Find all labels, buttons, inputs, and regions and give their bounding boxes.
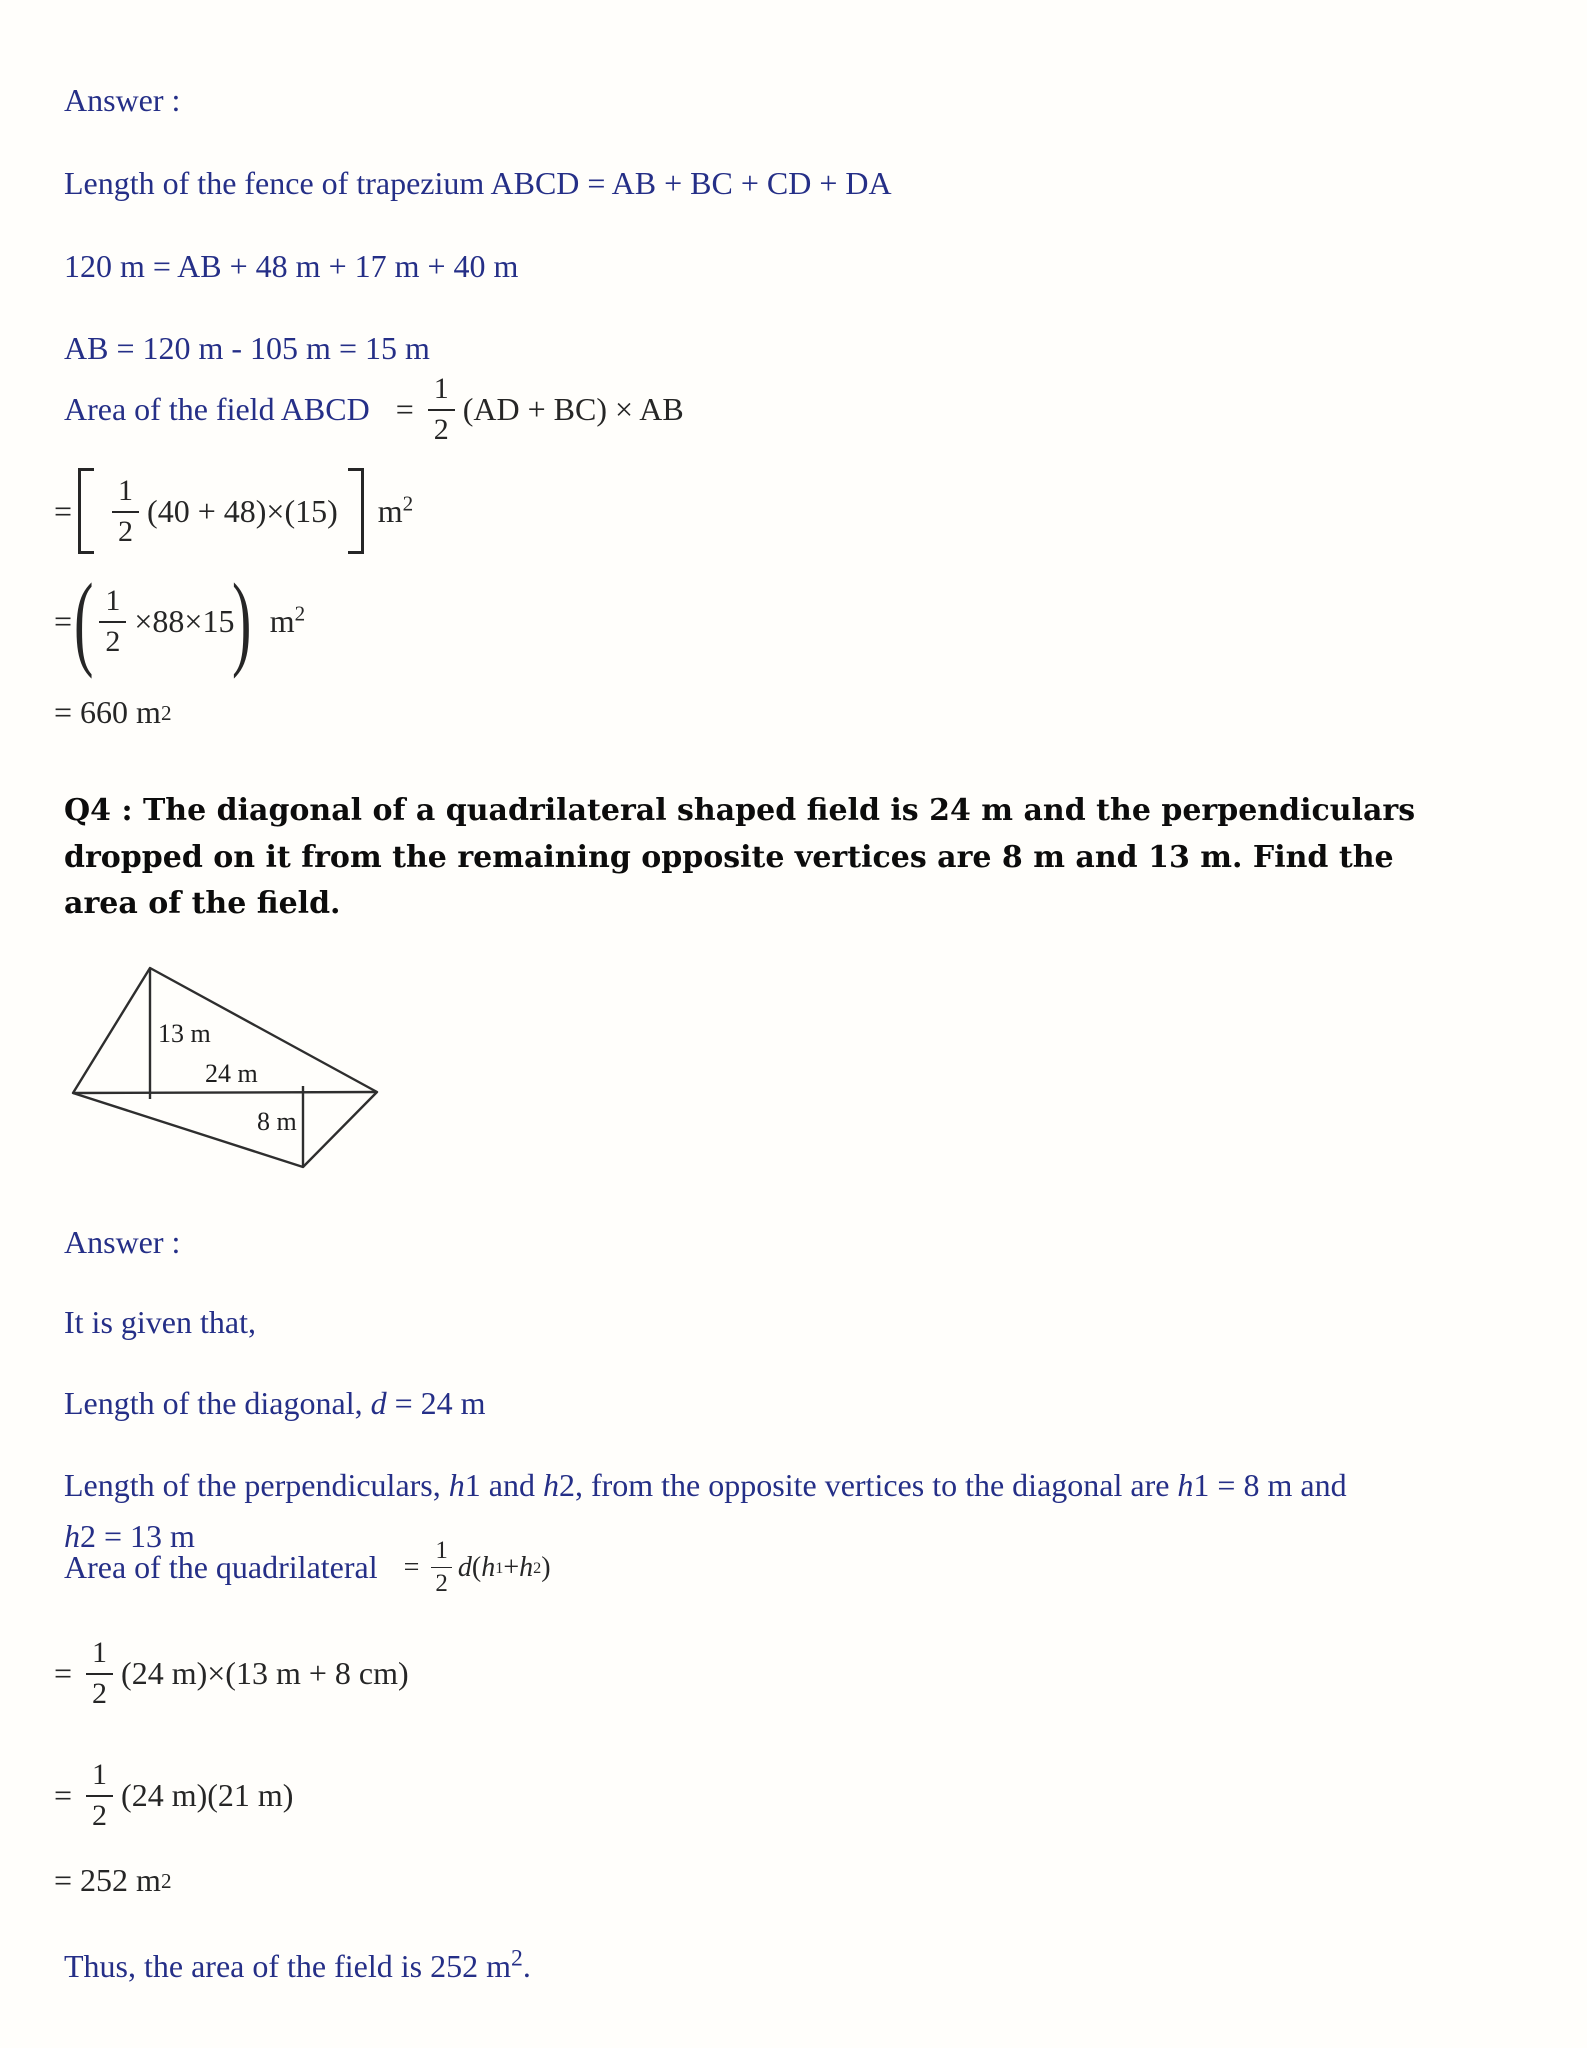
equation-step-24m-21m — [54, 1758, 293, 1832]
unit-m2: $m^2$ — [269, 600, 306, 639]
equals-sign: = — [54, 602, 73, 639]
var-h1: h — [448, 1467, 465, 1503]
equation-rest: (AD + BC) × AB — [462, 390, 684, 427]
figure-label-13m: 13 m — [158, 1019, 211, 1048]
equals-sign: = — [54, 1776, 73, 1813]
equation-step-24m-13m — [54, 1636, 409, 1710]
question-line-1: Q4 : The diagonal of a quadrilateral shaped field is 24 m and the perpendiculars — [64, 793, 1416, 828]
given-line: It is given that, — [64, 1304, 256, 1340]
equation-rest: (24 m)(21 m) — [121, 1776, 294, 1813]
figure-label-24m: 24 m — [205, 1059, 258, 1088]
equals-sign: = — [403, 1551, 420, 1583]
equals-sign: = — [54, 492, 73, 529]
question-4-heading — [64, 788, 1524, 928]
equation-result-252: = 252 m 2 — [54, 1862, 172, 1898]
equals-sign: = — [395, 390, 414, 427]
fraction-one-half: $\frac{1}{2}$ — [112, 474, 139, 548]
equation-area-quadrilateral: Area of the quadrilateral = $\frac{1}{2}$ d ( h 1 + h 2 ) — [64, 1537, 551, 1597]
var-h2: h — [542, 1467, 559, 1503]
fraction-one-half: $\frac{1}{2}$ — [431, 1537, 452, 1598]
equation-inside: ×88×15 — [134, 602, 235, 639]
perpendiculars-paragraph: Length of the perpendiculars, h1 and h2, from the opposite vertices to the diagonal are h1 = 8 m and h2 = 13 m — [64, 1467, 1347, 1555]
unit-m2: $m^2$ — [377, 490, 414, 529]
equation-label: Area of the field ABCD — [64, 390, 370, 427]
equation-rest: (24 m)×(13 m + 8 cm) — [121, 1654, 409, 1691]
var-h2: h — [519, 1551, 534, 1583]
left-square-bracket — [78, 468, 94, 554]
var-h1: h — [1177, 1467, 1194, 1503]
fraction-one-half: $\frac{1}{2}$ — [86, 1636, 113, 1710]
question-line-2: dropped on it from the remaining opposite vertices are 8 m and 13 m. Find the — [64, 839, 1394, 875]
equals-sign: = — [54, 1654, 73, 1691]
equation-label: Area of the quadrilateral — [64, 1549, 378, 1585]
equation-area-abcd — [64, 372, 684, 446]
equation-result-660: = 660 m 2 — [54, 694, 172, 730]
fraction-one-half: $\frac{1}{2}$ — [99, 584, 126, 658]
figure-label-8m: 8 m — [257, 1107, 297, 1136]
question-line-3: area of the field. — [64, 886, 341, 921]
equation-step-parens: = ( $\frac{1}{2}$ ×88×15 ) $m^2$ — [54, 562, 306, 680]
answer-heading-1: Answer : — [64, 82, 181, 118]
fraction-one-half: $\frac{1}{2}$ — [428, 372, 455, 446]
var-d: d — [457, 1551, 472, 1583]
diagonal-line-text: Length of the diagonal, d = 24 m — [64, 1385, 486, 1421]
var-d: d — [370, 1385, 387, 1421]
right-square-bracket — [348, 468, 364, 554]
answer-heading-2: Answer : — [64, 1224, 181, 1260]
diagonal-line — [73, 1092, 377, 1093]
bracket-group — [78, 474, 364, 548]
var-h1: h — [481, 1551, 496, 1583]
conclusion-line: Thus, the area of the field is 252 $m^2$. — [64, 1945, 531, 1984]
solution-line-fence: Length of the fence of trapezium ABCD = AB + BC + CD + DA — [64, 165, 892, 201]
equation-inside: (40 + 48)×(15) — [147, 492, 338, 529]
equation-step-brackets — [54, 474, 413, 548]
quadrilateral-figure — [45, 948, 495, 1210]
fraction-one-half: $\frac{1}{2}$ — [86, 1758, 113, 1832]
solution-line-120m: 120 m = AB + 48 m + 17 m + 40 m — [64, 248, 519, 284]
var-h2: h — [64, 1518, 80, 1555]
solution-line-ab: AB = 120 m - 105 m = 15 m — [64, 330, 430, 366]
